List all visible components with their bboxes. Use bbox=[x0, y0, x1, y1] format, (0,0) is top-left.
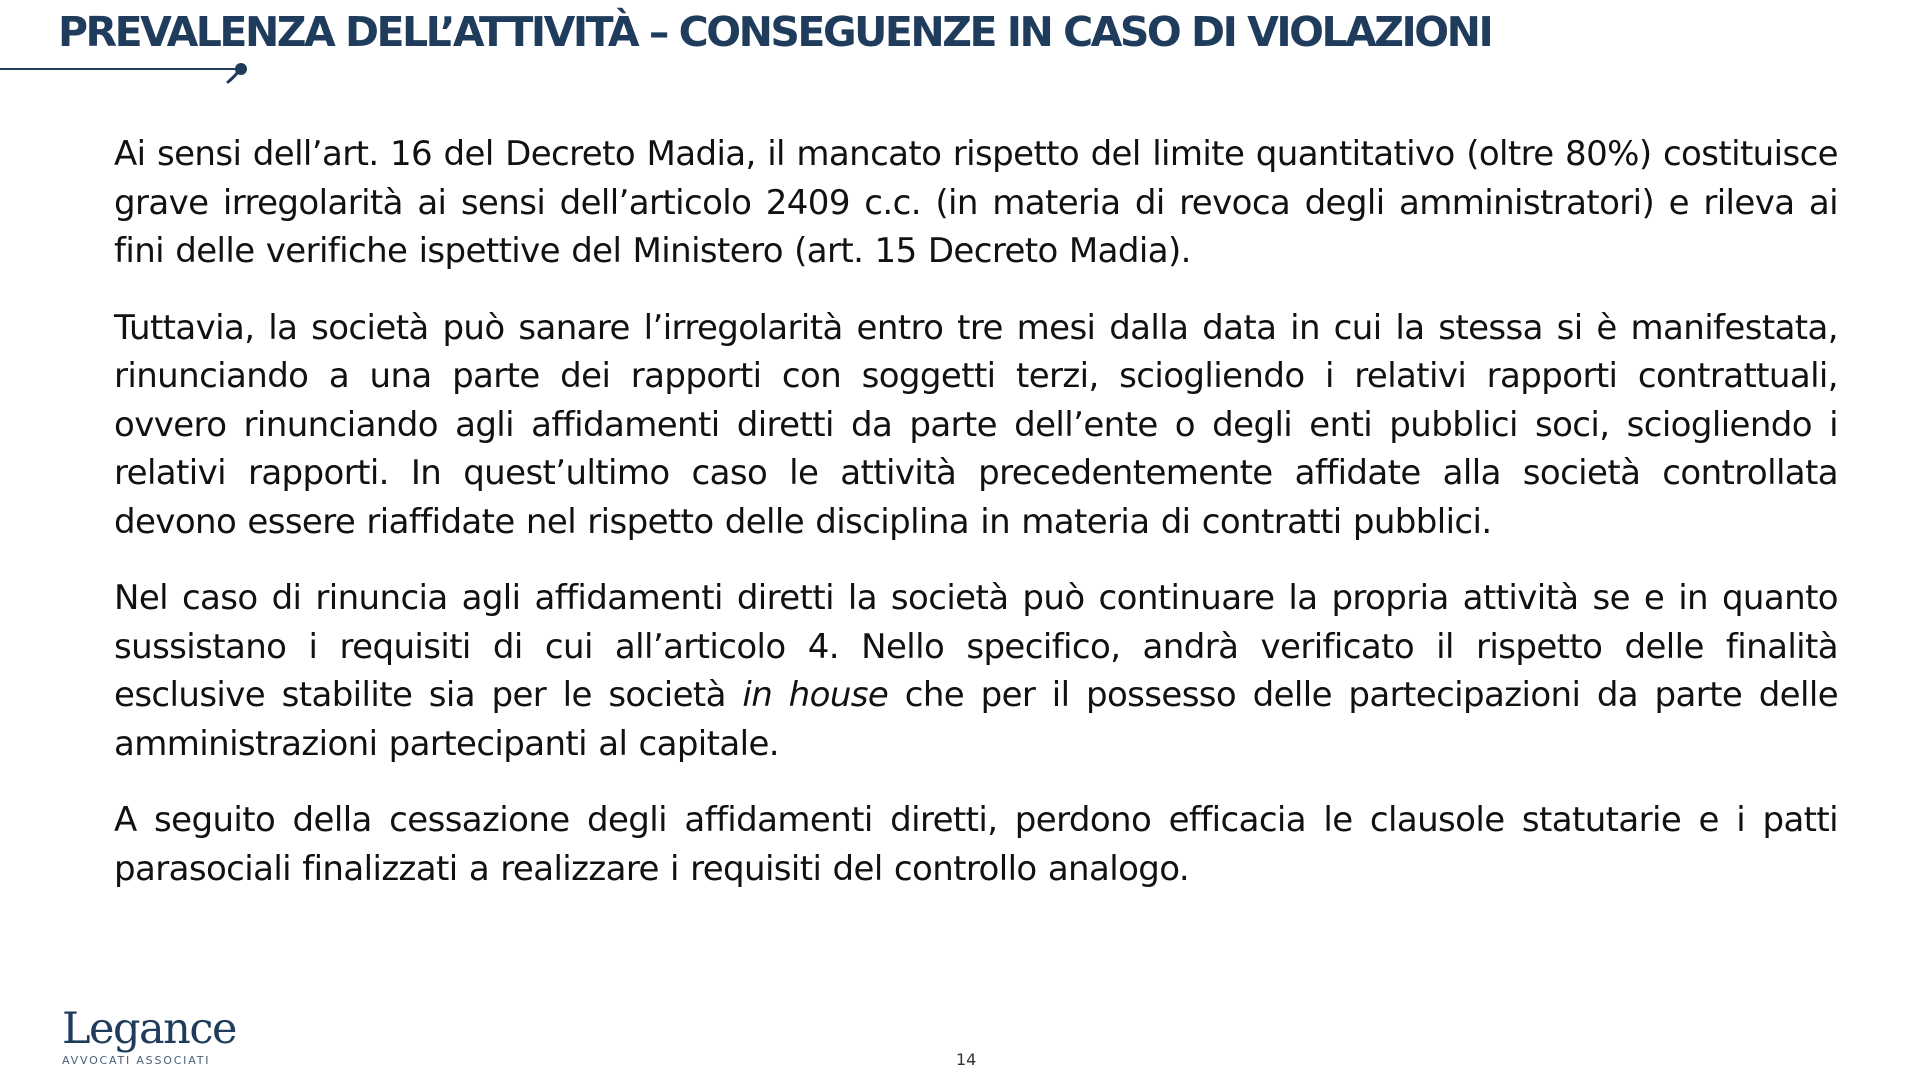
paragraph-3-text-end: che per il possesso delle partecipazioni da parte delle amministrazioni partecipanti al capitale. bbox=[114, 675, 1839, 764]
slide-body bbox=[114, 130, 1838, 921]
logo-tagline: AVVOCATI ASSOCIATI bbox=[62, 1054, 211, 1067]
paragraph-3-text-start: Nel caso di rinuncia agli affidamenti diretti la società può continuare la propria attività se e in quanto sussistano i requisiti di cui all’articolo 4. Nello specifico, andrà verificato il rispetto delle finalità esclusive stabilite sia per le società bbox=[114, 578, 1838, 715]
page-number: 14 bbox=[956, 1050, 977, 1069]
paragraph-3 bbox=[114, 574, 1838, 768]
logo-wordmark: Legance bbox=[62, 1004, 236, 1054]
paragraph-3-italic-term: in house bbox=[742, 675, 889, 715]
legance-logo bbox=[62, 1004, 236, 1070]
slide-title: PREVALENZA DELL’ATTIVITÀ – CONSEGUENZE IN CASO DI VIOLAZIONI bbox=[58, 8, 1492, 56]
paragraph-2: Tuttavia, la società può sanare l’irregolarità entro tre mesi dalla data in cui la stessa si è manifestata, rinunciando a una parte dei rapporti con soggetti terzi, sciogliendo i relativi rapporti contrattuali, ovvero rinunciando agli affidamenti diretti da parte dell’ente o degli enti pubblici soci, sciogliendo i relativi rapporti. In quest’ultimo caso le attività precedentemente affidate alla società controllata devono essere riaffidate nel rispetto delle disciplina in materia di contratti pubblici. bbox=[114, 307, 1838, 542]
title-underline-decoration bbox=[0, 54, 260, 84]
paragraph-1: Ai sensi dell’art. 16 del Decreto Madia, il mancato rispetto del limite quantitativo (oltre 80%) costituisce grave irregolarità ai sensi dell’articolo 2409 c.c. (in materia di revoca degli amministratori) e rileva ai fini delle verifiche ispettive del Ministero (art. 15 Decreto Madia). bbox=[114, 134, 1838, 271]
paragraph-4: A seguito della cessazione degli affidamenti diretti, perdono efficacia le clausole statutarie e i patti parasociali finalizzati a realizzare i requisiti del controllo analogo. bbox=[114, 800, 1838, 889]
